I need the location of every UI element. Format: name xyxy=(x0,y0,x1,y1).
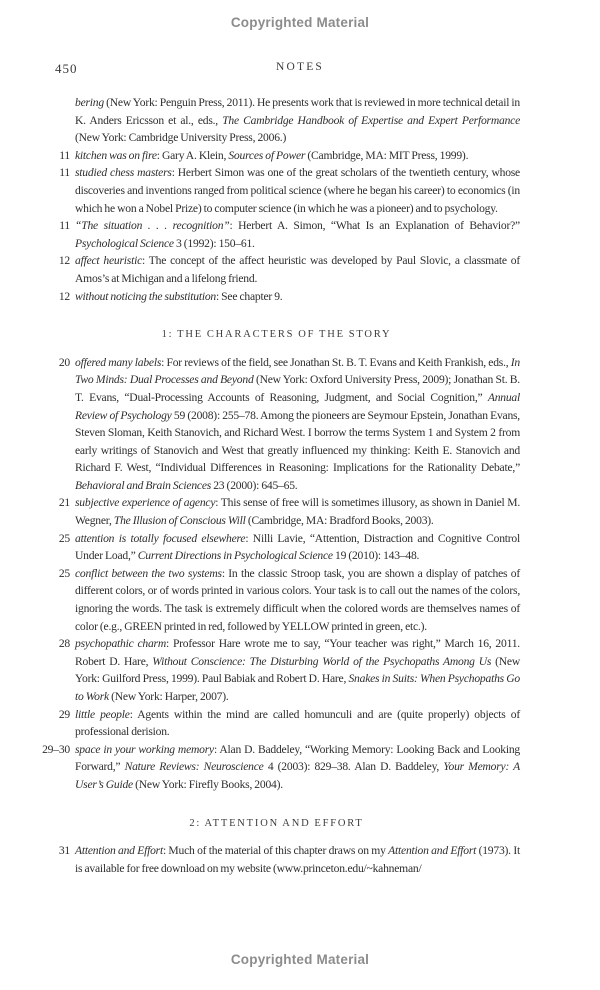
italic-run: Sources of Power xyxy=(228,148,308,162)
note-text xyxy=(75,565,520,635)
italic-run: subjective experience of agency xyxy=(75,496,216,510)
text-run: : Nilli Lavie, “Attention, Distraction and Cognitive Control Under Load,” xyxy=(75,531,520,563)
note-entry xyxy=(33,494,520,529)
italic-run: studied chess masters xyxy=(75,166,172,180)
running-head: NOTES xyxy=(275,61,325,73)
italic-run: Attention and Effort xyxy=(75,844,163,858)
note-entry xyxy=(33,354,520,495)
italic-run: conflict between the two systems xyxy=(75,566,222,580)
note-entry xyxy=(33,94,520,147)
italic-run: In Two Minds: Dual Processes and Beyond xyxy=(75,355,520,387)
italic-run: space in your working memory xyxy=(75,742,214,756)
italic-run: The Illusion of Conscious Will xyxy=(113,514,248,528)
copyright-watermark-bottom: Copyrighted Material xyxy=(230,952,370,967)
note-entry xyxy=(33,288,520,306)
text-run: 59 (2008): 255–78. Among the pioneers are Seymour Epstein, Jonathan Evans, Steven Sloman, Keith Stanovich, and Richard West. I borrow the terms System 1 and System 2 from early writings of Stanovich and West that greatly influenced my thinking: Keith E. Stanovich and Richard F. West, “Individual Differences in Reasoning: Implications for the Rationality Debate,” xyxy=(75,408,520,475)
text-run: : For reviews of the field, see Jonathan St. B. T. Evans and Keith Frankish, eds., xyxy=(161,355,511,369)
text-run: : Herbert A. Simon, “What Is an Explanation of Behavior?” xyxy=(229,219,520,233)
page-header xyxy=(0,61,600,78)
text-run: 3 (1992): 150–61. xyxy=(176,236,255,250)
text-run: : Much of the material of this chapter draws on my xyxy=(162,844,389,858)
text-run: (New York: Firefly Books, 2004). xyxy=(135,777,283,791)
text-run: : This sense of free will is sometimes illusory, as shown in Daniel M. Wegner, xyxy=(75,496,521,528)
italic-run: without noticing the substitution xyxy=(75,289,216,303)
text-run: 4 (2003): 829–38. Alan D. Baddeley, xyxy=(267,760,444,774)
section-heading: 2: ATTENTION AND EFFORT xyxy=(189,817,364,829)
text-run: : Alan D. Baddeley, “Working Memory: Looking Back and Looking Forward,” xyxy=(75,742,521,774)
italic-run: attention is totally focused elsewhere xyxy=(75,531,246,545)
italic-run: Annual Review of Psychology xyxy=(75,390,520,422)
note-number: 11 xyxy=(59,166,70,180)
note-text xyxy=(75,530,520,565)
note-number: 29–30 xyxy=(42,742,70,756)
note-text xyxy=(75,94,520,147)
text-run: : See chapter 9. xyxy=(216,289,283,303)
text-run: (New York: Guilford Press, 1999). Paul Babiak and Robert D. Hare, xyxy=(75,654,520,686)
text-run: 23 (2000): 645–65. xyxy=(213,478,298,492)
note-text xyxy=(75,164,520,217)
note-text xyxy=(75,842,520,877)
italic-run: kitchen was on fire xyxy=(75,148,157,162)
text-run: : In the classic Stroop task, you are shown a display of patches of different colors, or of words printed in various colors. Your task is to call out the names of the colors, ignoring the words. The task is extremely difficult when the colored words are themselves names of color (e.g., GREEN printed in red, followed by YELLOW printed in green, etc.). xyxy=(75,566,520,633)
note-text xyxy=(75,706,520,741)
page-number: 450 xyxy=(55,61,78,76)
italic-run: affect heuristic xyxy=(75,254,143,268)
note-text xyxy=(75,252,520,287)
text-run: (New York: Harper, 2007). xyxy=(111,690,229,703)
note-entry xyxy=(33,635,520,705)
note-entry xyxy=(33,147,520,165)
italic-run: bering xyxy=(75,96,107,109)
text-run: 19 (2010): 143–48. xyxy=(335,549,420,563)
text-run: : Professor Hare wrote me to say, “Your teacher was right,” March 16, 2011. Robert D. Hare, xyxy=(75,637,520,668)
note-number: 31 xyxy=(58,844,70,858)
note-number: 29 xyxy=(58,707,70,721)
note-number: 25 xyxy=(58,566,70,580)
note-text xyxy=(75,217,520,252)
note-entry xyxy=(33,252,520,287)
italic-run: little people xyxy=(75,707,130,721)
italic-run: offered many labels xyxy=(75,355,162,369)
note-number: 25 xyxy=(58,531,70,545)
note-number: 21 xyxy=(58,496,70,510)
note-text xyxy=(75,635,520,705)
note-text xyxy=(75,354,520,495)
italic-run: The Cambridge Handbook of Expertise and Expert Performance xyxy=(222,113,520,127)
note-entry xyxy=(33,842,520,877)
note-entry xyxy=(33,217,520,252)
copyright-watermark-top: Copyrighted Material xyxy=(230,15,370,30)
text-run: (1973). It is available for free download on my website (www.princeton.edu/~kahneman/ xyxy=(75,844,520,875)
text-run: : Agents within the mind are called homunculi and are (quite properly) objects of professional derision. xyxy=(75,707,520,739)
note-entry xyxy=(33,741,520,794)
note-number: 12 xyxy=(58,289,70,303)
italic-run: Current Directions in Psychological Science xyxy=(137,549,335,563)
note-number: 12 xyxy=(58,254,70,268)
note-entry xyxy=(33,530,520,565)
italic-run: Attention and Effort xyxy=(388,844,479,858)
text-run: (New York: Oxford University Press, 2009); Jonathan St. B. T. Evans, “Dual-Processing Accounts of Reasoning, Judgment, and Social Cognition,” xyxy=(75,373,520,404)
italic-run: psychopathic charm xyxy=(75,637,166,651)
note-number: 11 xyxy=(59,148,70,162)
text-run: (Cambridge, MA: Bradford Books, 2003). xyxy=(247,514,434,528)
text-run: : Herbert Simon was one of the great scholars of the twentieth century, whose discoveries and inventions ranged from political science (where he began his career) to economics (in which he won a Nobel Prize) to computer science (in which he was a pioneer) and to psychology. xyxy=(75,166,520,215)
italic-run: Behavioral and Brain Sciences xyxy=(75,478,214,492)
italic-run: Psychological Science xyxy=(75,236,177,250)
note-text xyxy=(75,494,520,529)
italic-run: “The situation . . . recognition” xyxy=(75,219,230,233)
notes-list xyxy=(33,94,520,877)
italic-run: Snakes in Suits: When Psychopaths Go to Work xyxy=(75,672,520,703)
section-heading: 1: THE CHARACTERS OF THE STORY xyxy=(161,329,392,341)
note-text xyxy=(75,741,520,794)
note-entry xyxy=(33,706,520,741)
text-run: (New York: Penguin Press, 2011). He presents work that is reviewed in more technical detail in K. Anders Ericsson et al., eds., xyxy=(75,96,520,127)
text-run: (New York: Cambridge University Press, 2006.) xyxy=(75,131,287,145)
note-number: 28 xyxy=(58,637,70,651)
note-entry xyxy=(33,565,520,635)
note-number xyxy=(33,94,75,147)
italic-run: Without Conscience: The Disturbing World of the Psychopaths Among Us xyxy=(152,654,496,668)
note-entry xyxy=(33,164,520,217)
text-run: : The concept of the affect heuristic was developed by Paul Slovic, a classmate of Amos’s at Michigan and a lifelong friend. xyxy=(75,254,521,285)
text-run: : Gary A. Klein, xyxy=(156,148,229,162)
italic-run: Nature Reviews: Neuroscience xyxy=(124,760,268,774)
note-text xyxy=(75,147,520,165)
note-text xyxy=(75,288,520,306)
text-run: (Cambridge, MA: MIT Press, 1999). xyxy=(307,148,469,162)
note-number: 11 xyxy=(59,219,70,233)
italic-run: Your Memory: A User’s Guide xyxy=(75,760,520,791)
note-number: 20 xyxy=(58,355,70,369)
